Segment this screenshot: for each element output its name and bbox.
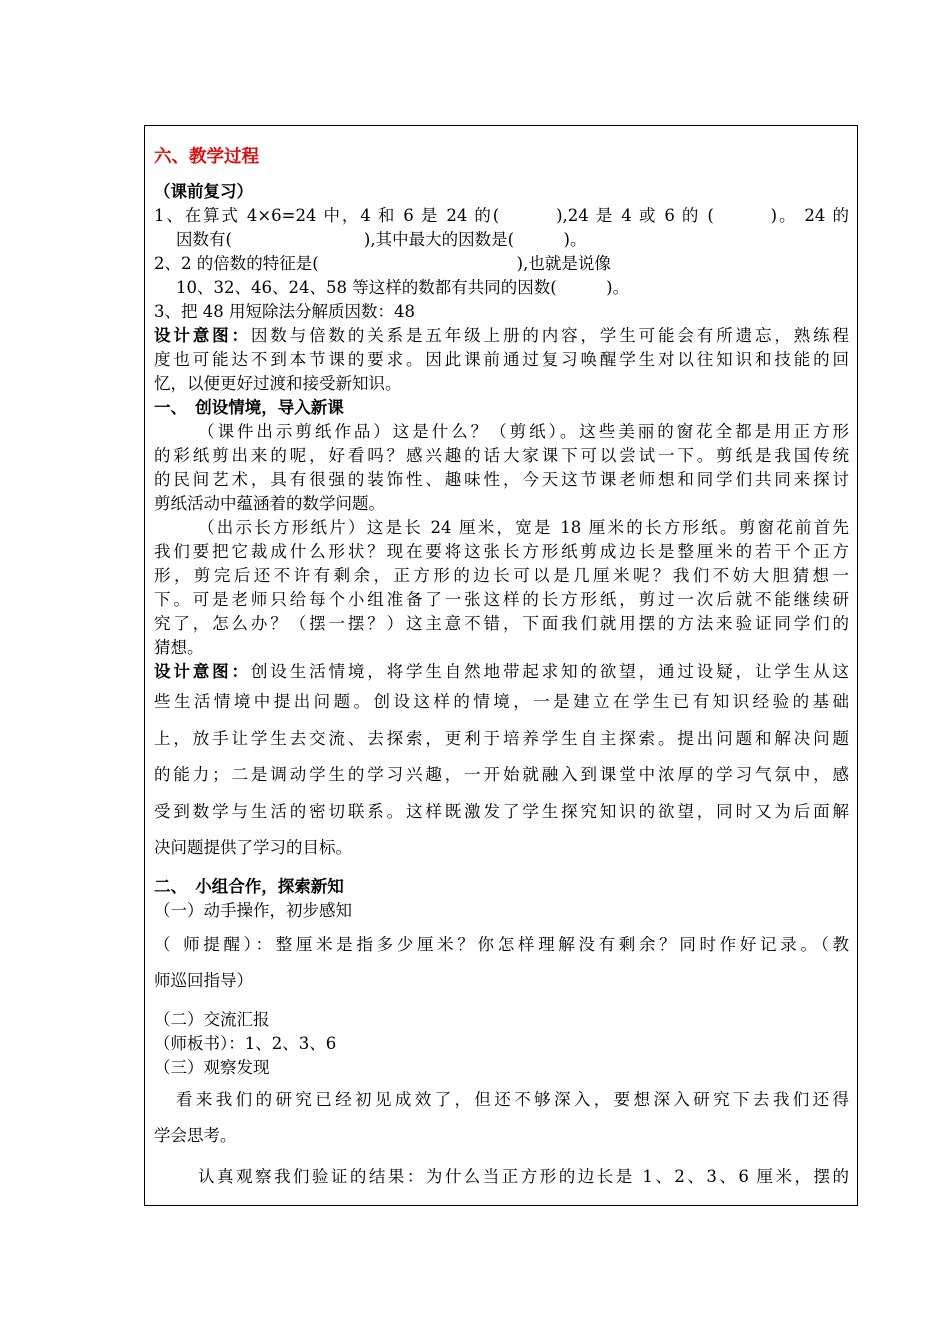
part1-paragraph-line: 究了，怎么办？（摆一摆？）这主意不错，下面我们就用摆的方法来验证同学们的 [154,614,849,633]
part2-paragraph-line: （师板书）：1、2、3、6 [154,1033,337,1053]
part2-heading: 二、 小组合作，探索新知 [154,876,344,896]
design-intent-2-line: 受到数学与生活的密切联系。这样既激发了学生探究知识的欲望，同时又为后面解 [154,801,849,821]
part1-paragraph-line: （出示长方形纸片）这是长 24 厘米，宽是 18 厘米的长方形纸。剪窗花前首先 [198,518,849,537]
review-question-1-cont: 因数有( ),其中最大的因数是( )。 [176,230,587,249]
design-intent-2-line: 的能力；二是调动学生的学习兴趣，一开始就融入到课堂中浓厚的学习气氛中，感 [154,765,849,784]
part1-paragraph-line: 猜想。 [154,638,204,657]
part1-paragraph-line: （课件出示剪纸作品）这是什么？（剪纸）。这些美丽的窗花全都是用正方形 [198,422,849,441]
review-heading: （课前复习） [154,182,253,201]
subsection-heading: （二）交流汇报 [154,1009,270,1029]
section-title: 六、教学过程 [154,147,259,167]
design-intent-2-line: 决问题提供了学习的目标。 [154,838,352,857]
design-intent-label: 设计意图： [154,662,251,681]
design-intent-2-line: 些生活情境中提出问题。创设这样的情境，一是建立在学生已有知识经验的基础 [154,692,849,711]
part1-heading: 一、 创设情境，导入新课 [154,398,344,417]
design-intent-2-line: 上，放手让学生去交流、去探索，更利于培养学生自主探索。提出问题和解决问题 [154,728,849,748]
lesson-content [154,142,849,1195]
part1-paragraph-line: 的彩纸剪出来的呢，好看吗？感兴趣的话大家课下可以尝试一下。剪纸是我国传统 [154,446,849,465]
lesson-table-cell [144,125,858,1206]
part1-paragraph-line: 形，剪完后还不许有剩余，正方形的边长可以是几厘米呢？我们不妨大胆猜想一 [154,566,849,585]
review-question-3: 3、把 48 用短除法分解质因数：48 [154,302,415,321]
part1-paragraph-line: 下。可是老师只给每个小组准备了一张这样的长方形纸，剪过一次后就不能继续研 [154,590,849,609]
part2-paragraph-line: 学会思考。 [154,1126,237,1145]
part1-paragraph-line: 的民间艺术，具有很强的装饰性、趣味性，今天这节课老师想和同学们共同来探讨 [154,470,849,489]
design-intent-label: 设计意图： [154,326,251,345]
design-intent-1-line: 忆，以便更好过渡和接受新知识。 [154,374,402,393]
subsection-heading: （一）动手操作，初步感知 [154,900,352,920]
part1-paragraph-line: 剪纸活动中蕴涵着的数学问题。 [154,494,385,513]
design-intent-2: 设计意图：创设生活情境，将学生自然地带起求知的欲望，通过设疑，让学生从这 [154,662,850,681]
subsection-heading: （三）观察发现 [154,1057,270,1077]
review-question-1: 1、在算式 4×6=24 中，4 和 6 是 24 的( ),24 是 4 或 6 的 ( )。 24 的 [154,206,849,225]
part2-paragraph-line: （ 师提醒）：整厘米是指多少厘米？你怎样理解没有剩余？同时作好记录。（教 [154,934,849,954]
design-intent-1: 设计意图：因数与倍数的关系是五年级上册的内容，学生可能会有所遗忘，熟练程 [154,326,850,345]
part2-paragraph-line: 认真观察我们验证的结果：为什么当正方形的边长是 1、2、3、6 厘米，摆的 [198,1166,849,1186]
part2-paragraph-line: 师巡回指导） [154,971,253,990]
review-question-2: 2、2 的倍数的特征是( ),也就是说像 [154,254,611,273]
part2-paragraph-line: 看来我们的研究已经初见成效了，但还不够深入，要想深入研究下去我们还得 [176,1089,849,1109]
part1-paragraph-line: 我们要把它裁成什么形状？现在要将这张长方形纸剪成边长是整厘米的若干个正方 [154,542,849,561]
design-intent-1-line: 度也可能达不到本节课的要求。因此课前通过复习唤醒学生对以往知识和技能的回 [154,350,849,369]
review-question-2-cont: 10、32、46、24、58 等这样的数都有共同的因数( )。 [176,278,630,297]
